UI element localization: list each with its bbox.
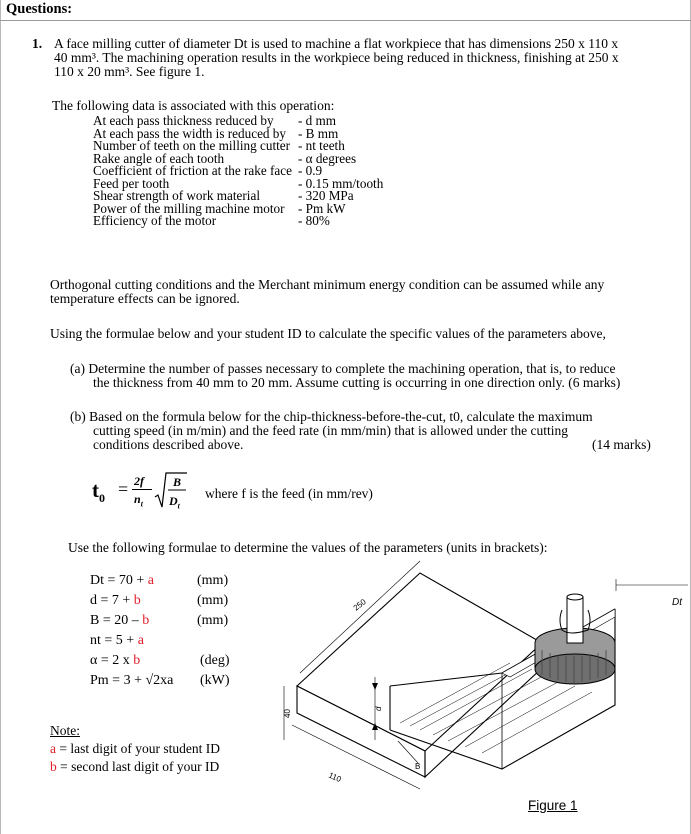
formula-alpha (90, 653, 140, 669)
note-a-var: a (50, 741, 56, 756)
dimension-B-label: B (415, 762, 421, 771)
note-a-text: = last digit of your student ID (56, 741, 220, 756)
formula-B-var: b (142, 613, 150, 628)
parameter-value: - nt teeth (297, 138, 345, 153)
formula-pm-unit: (kW) (200, 673, 230, 688)
formula-dt-unit: (mm) (197, 573, 229, 588)
parameter-label: Number of teeth on the milling cutter (93, 138, 291, 153)
formula-B-lhs: B = 20 – (90, 613, 143, 628)
part-b-line-3: conditions described above. (93, 437, 244, 452)
dimension-Dt-label: Dt (672, 597, 682, 608)
formula-lhs: t (92, 478, 99, 502)
page-border-left (0, 0, 1, 834)
part-a-line-1: (a) Determine the number of passes necessary to complete the machining operation, that is, to reduce (70, 361, 616, 376)
question-intro-line-1: A face milling cutter of diameter Dt is used to machine a flat workpiece that has dimensions 250 x 110 x (54, 36, 619, 51)
parameter-table (93, 115, 383, 228)
formula-nt (90, 633, 144, 649)
formula-pm-lhs: Pm = 3 + √2xa (90, 673, 174, 688)
question-intro-line-3: 110 x 20 mm³. See figure 1. (54, 64, 205, 79)
formula-alpha-lhs: α = 2 x (90, 653, 134, 668)
part-b-line-2: cutting speed (in m/min) and the feed rate (in mm/min) that is allowed under the cutting (93, 423, 568, 438)
parameter-value: - α degrees (297, 150, 357, 166)
formula-denominator-sub: t (140, 499, 143, 509)
dimension-d-label: d (374, 706, 383, 711)
formula-dt-lhs: Dt = 70 + (90, 573, 148, 588)
note-b-var: b (50, 759, 57, 774)
formula-d-var: b (133, 593, 141, 608)
formula-pm (90, 673, 173, 689)
formula-d-unit: (mm) (197, 593, 229, 608)
note-b-text: = second last digit of your ID (56, 759, 220, 774)
parameter-value: - Pm kW (297, 200, 346, 216)
instruction-text: Using the formulae below and your student ID to calculate the specific values of the parameters above, (50, 326, 606, 341)
part-b-line-1: (b) Based on the formula below for the chip-thickness-before-the-cut, t0, calculate the maximum (70, 409, 593, 424)
formula-B-unit: (mm) (197, 613, 229, 628)
dimension-110-label: 110 (327, 770, 343, 785)
formula-nt-lhs: nt = 5 + (90, 633, 138, 648)
formula-lhs-sub: 0 (99, 491, 105, 506)
note-a (50, 742, 220, 756)
parameter-label: Shear strength of work material (93, 188, 260, 203)
parameter-label: At each pass thickness reduced by (93, 113, 274, 128)
questions-heading: Questions: (6, 1, 73, 17)
assumption-line-2: temperature effects can be ignored. (50, 291, 240, 306)
question-number: 1. (32, 36, 43, 51)
parameter-value: - 0.15 mm/tooth (297, 175, 384, 191)
data-intro: The following data is associated with this operation: (52, 98, 335, 113)
figure-1-workpiece-diagram (270, 555, 688, 790)
parameter-label: Efficiency of the motor (93, 213, 217, 228)
parameter-value: - 0.9 (297, 163, 323, 178)
parameter-label: Coefficient of friction at the rake face (93, 163, 292, 178)
cutter-shaft (567, 597, 583, 643)
parameter-label: Rake angle of each tooth (93, 150, 225, 166)
formula-nt-var: a (137, 633, 144, 648)
parameter-label: At each pass the width is reduced by (93, 125, 286, 141)
parameter-label: Feed per tooth (93, 175, 170, 191)
parameter-value: - 320 MPa (297, 188, 354, 203)
heading-divider (0, 20, 691, 21)
root-denominator: D (169, 494, 178, 508)
milling-cutter (535, 594, 615, 684)
formula-dt-var: a (147, 573, 155, 588)
cutter-gear-bottom (535, 654, 615, 684)
formula-d-lhs: d = 7 + (90, 593, 134, 608)
formula-B (90, 613, 149, 629)
root-denominator-sub: t (177, 501, 180, 511)
root-numerator: B (173, 475, 182, 489)
part-a-line-2: the thickness from 40 mm to 20 mm. Assume cutting is occurring in one direction only. (6 marks) (93, 375, 621, 390)
figure-caption: Figure 1 (528, 798, 578, 813)
formula-numerator: 2f (134, 474, 144, 488)
parameter-value: - d mm (297, 113, 337, 128)
formula-fraction-bar (132, 489, 152, 490)
parameter-label: Power of the milling machine motor (93, 200, 285, 216)
note-b (50, 760, 219, 774)
formula-alpha-var: b (133, 653, 141, 668)
parameter-row (93, 215, 383, 228)
formula-denominator: n (134, 492, 141, 506)
parameter-value: - 80% (297, 213, 330, 228)
assumption-line-1: Orthogonal cutting conditions and the Merchant minimum energy condition can be assumed while any (50, 277, 605, 292)
question-intro-line-2: 40 mm³. The machining operation results in the workpiece being reduced in thickness, finishing at 250 x (54, 50, 619, 65)
part-b-marks: (14 marks) (592, 437, 651, 452)
formula-alpha-unit: (deg) (200, 653, 230, 668)
note-title: Note: (50, 723, 80, 738)
dimension-250-label: 250 (351, 597, 368, 613)
formula-dt (90, 573, 154, 589)
formula-equals: = (118, 479, 129, 499)
parameter-value: - B mm (297, 125, 339, 141)
dimension-40-label: 40 (283, 709, 292, 718)
formulae-intro: Use the following formulae to determine the values of the parameters (units in brackets): (68, 540, 548, 555)
formula-d (90, 593, 141, 609)
formula-where: where f is the feed (in mm/rev) (205, 486, 373, 501)
